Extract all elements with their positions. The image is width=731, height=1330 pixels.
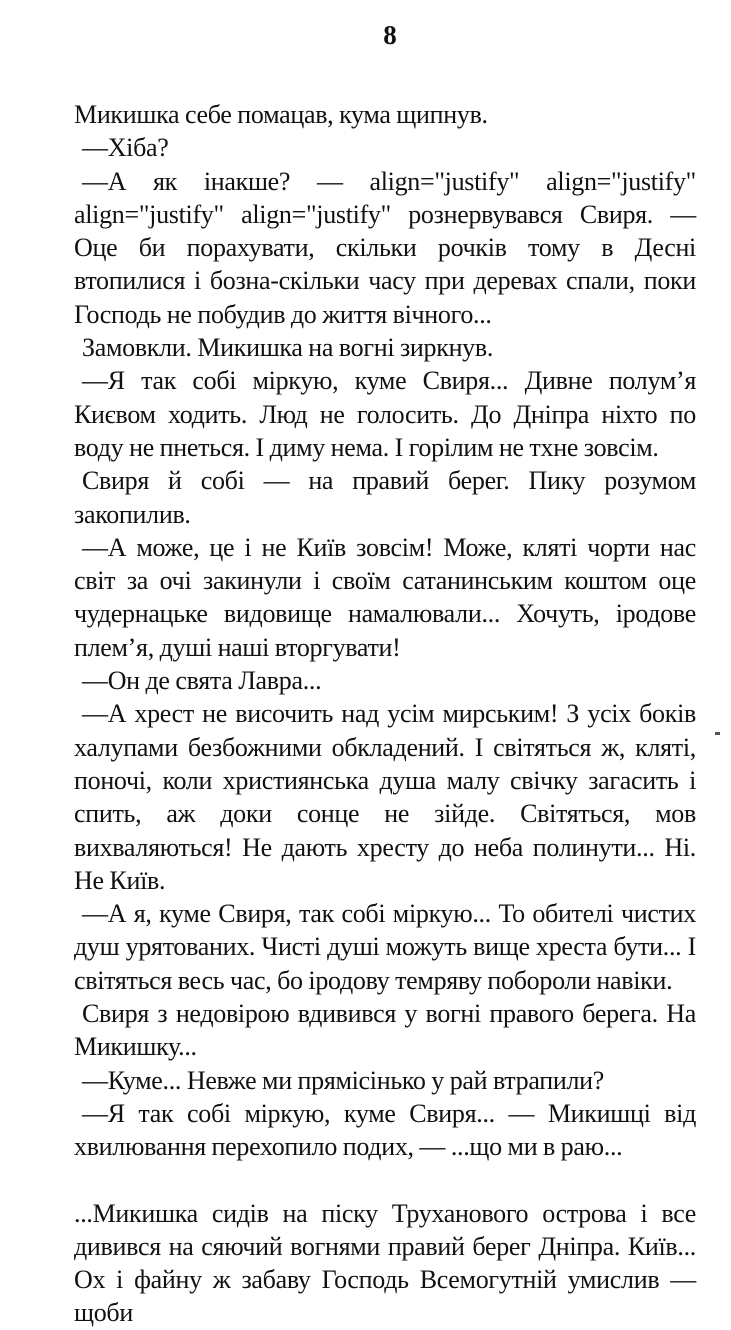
paragraph: —Он де свята Лавра... [82, 666, 322, 696]
paragraph: —Я так собі міркую, куме Свиря... — Микишці від хвилювання перехопило подих, — ...що ми в раю... [74, 1098, 696, 1162]
paragraph: —А може, це і не Київ зовсім! Може, кляті чорти нас світ за очі закинули і своїм сатанинським коштом оце чудернацьке видовище намалювали... Хочуть, іродове плем’я, душі наші вторгувати! [74, 532, 696, 662]
paragraph: —Куме... Невже ми прямісінько у рай втрапили? [82, 1065, 605, 1095]
paragraph: Свиря й собі — на правий берег. Пику розумом закопилив. [74, 466, 696, 529]
paragraph: Свиря з недовірою вдивився у вогні правого берега. На Микишку... [74, 999, 696, 1062]
print-speck [715, 732, 720, 735]
paragraph: —Хіба? [82, 133, 169, 163]
paragraph: ...Микишка сидів на піску Труханового острова і все дивився на сяючий вогнями правий берег Дніпра. Київ... Ох і файну ж забаву Господь Всемогутній умислив — щоби [74, 1198, 696, 1328]
paragraph: —А я, куме Свиря, так собі міркую... То обителі чистих душ урятованих. Чисті душі можуть вище хреста бути... І світяться весь час, бо іродову темряву побороли навіки. [74, 899, 696, 995]
section-break [74, 1164, 696, 1197]
book-page [74, 20, 696, 1330]
paragraph: —А як інакше? — align="justify" align="justify" align="justify" align="justify" рознервувався Свиря. — Оце би порахувати, скільки рочків тому в Десні втопилися і бозна-скільки часу при деревах спали, поки Господь не побудив до життя вічного... [74, 166, 696, 329]
paragraph: —Я так собі міркую, куме Свиря... Дивне полум’я Києвом ходить. Люд не голосить. До Дніпра ніхто по воду не пнеться. І диму нема. І горілим не тхне зовсім. [74, 366, 696, 462]
paragraph: Замовкли. Микишка на вогні зиркнув. [82, 333, 494, 363]
paragraph: —А хрест не височить над усім мирським! З усіх боків халупами безбожними обкладений. І світяться ж, кляті, поночі, коли християнська душа малу свічку загасить і спить, аж доки сонце не зійде. Світяться, мов вихваляються! Не дають хресту до неба полинути... Ні. Не Київ. [74, 699, 696, 895]
page-number: 8 [383, 20, 397, 50]
paragraph: Микишка себе помацав, кума щипнув. [74, 100, 488, 129]
